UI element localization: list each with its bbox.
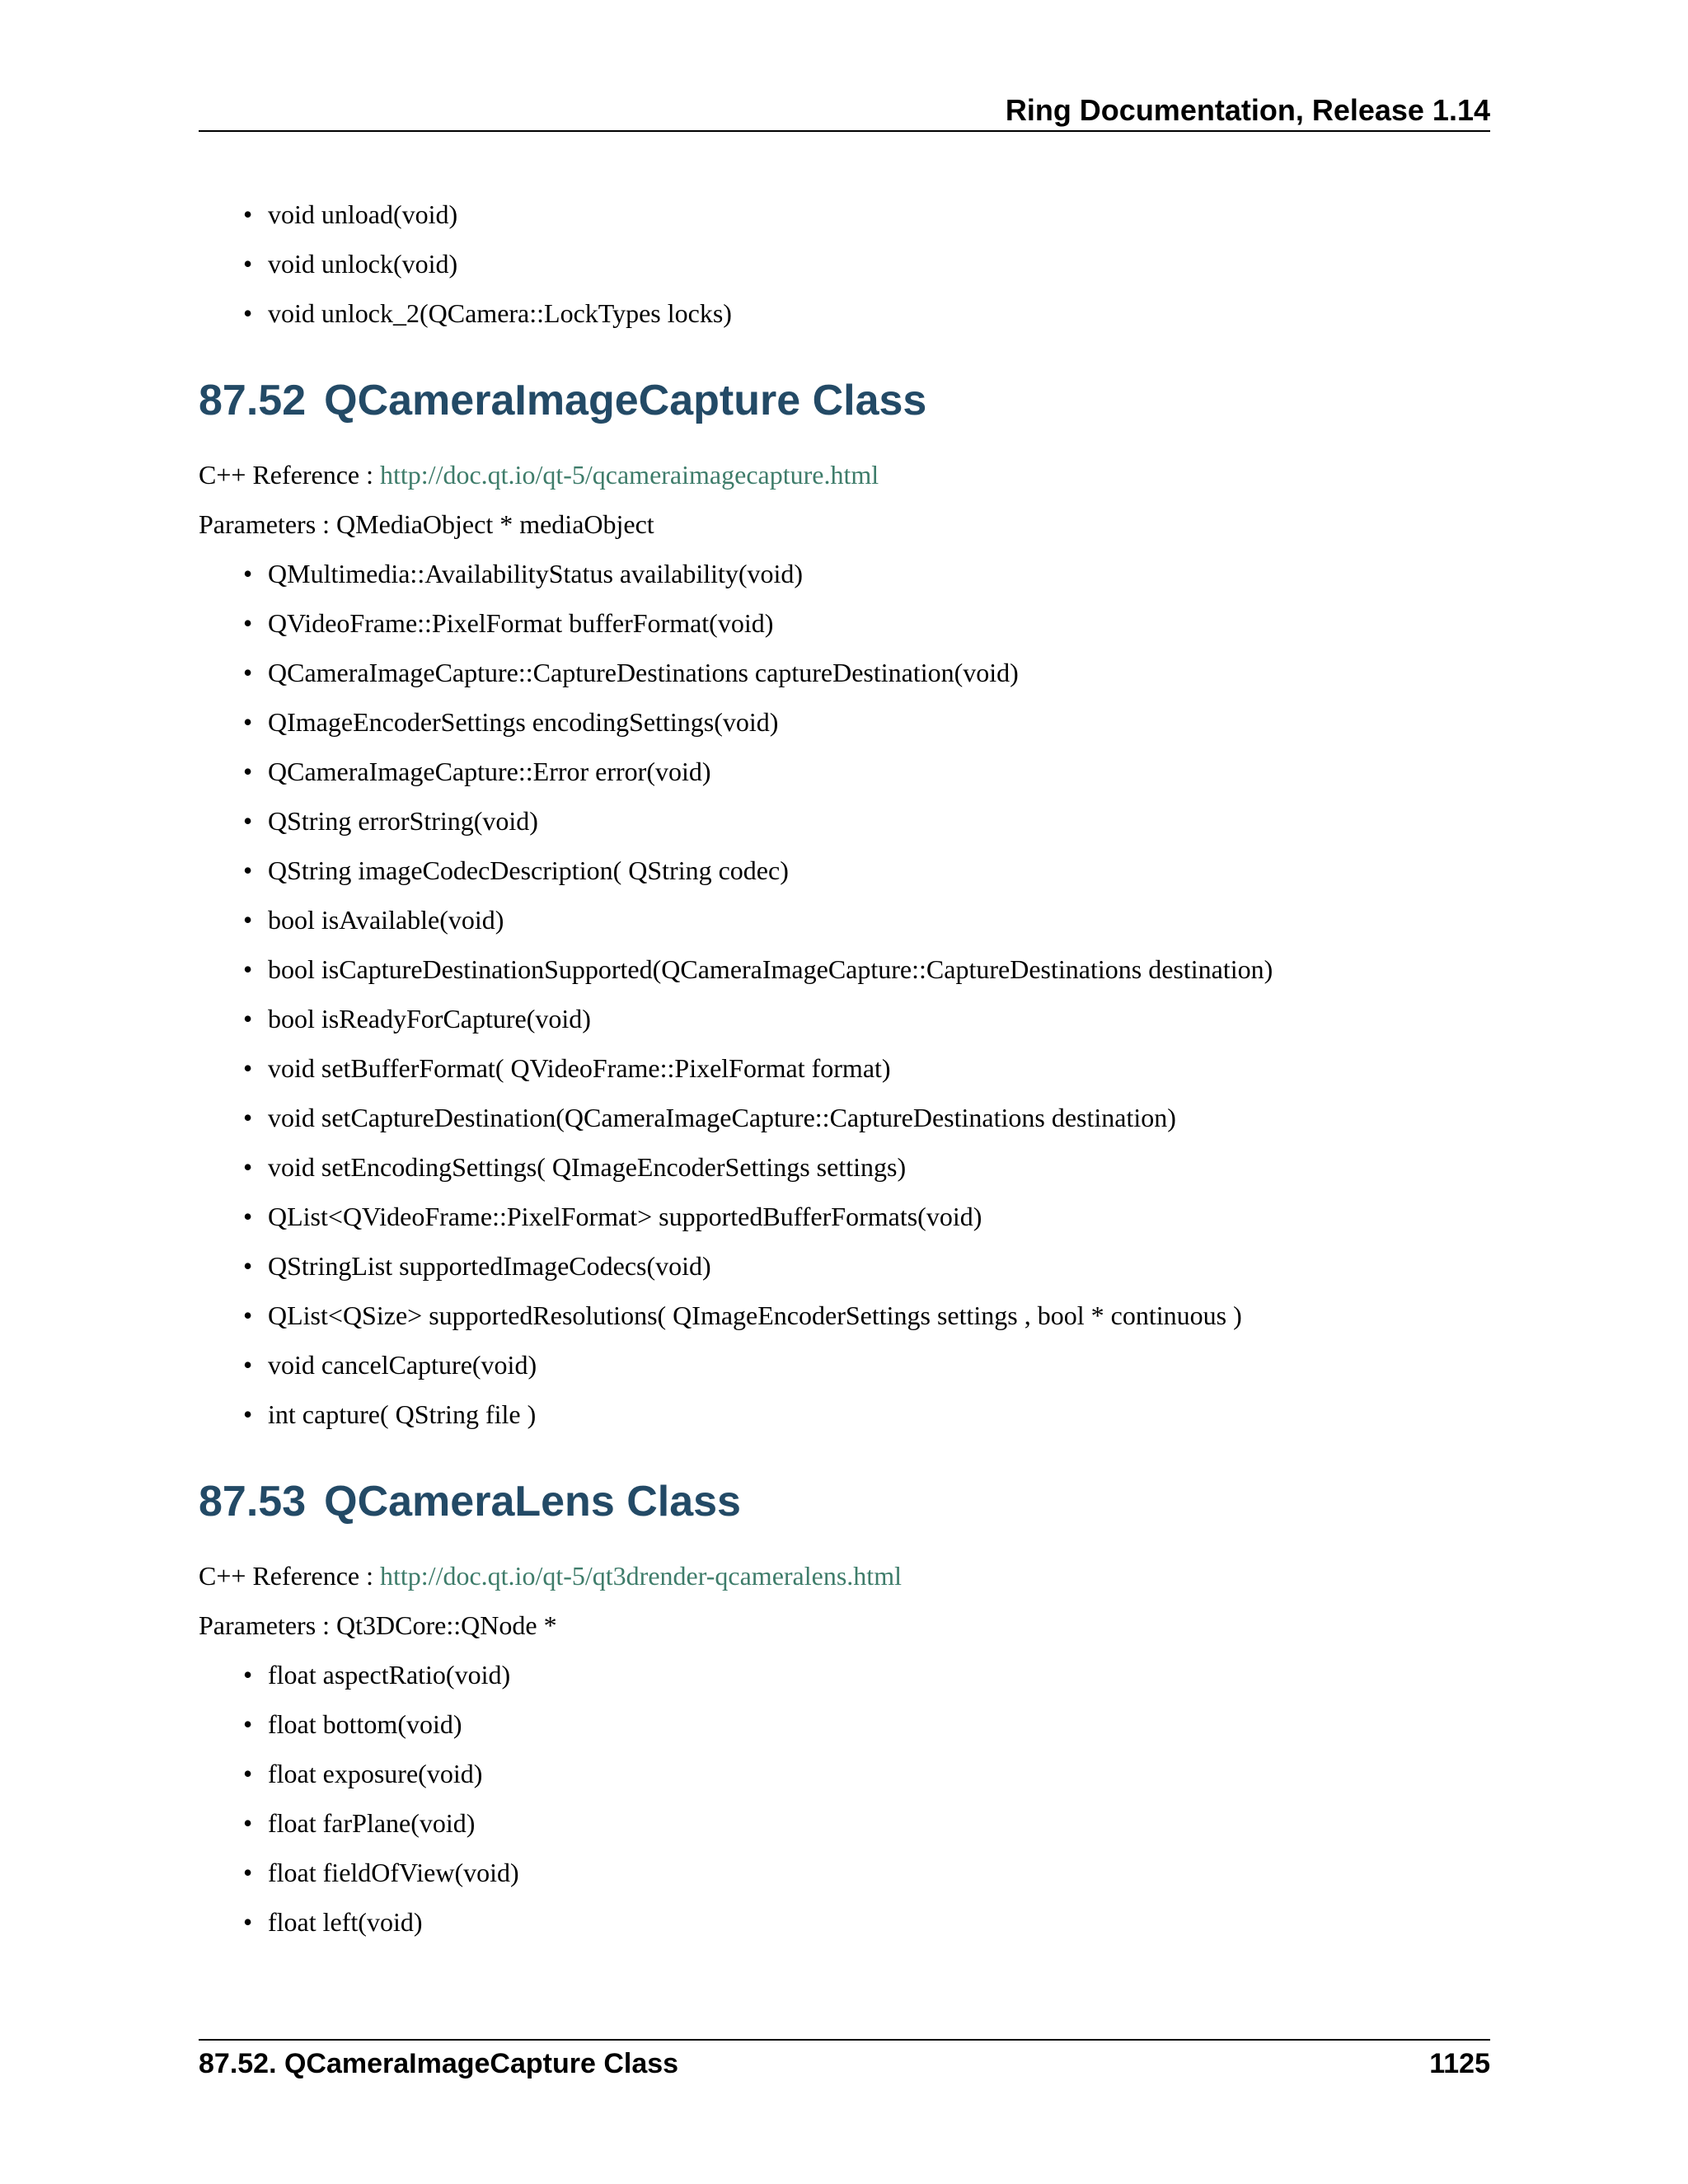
bullet-icon: • [243, 954, 253, 984]
cpp-reference: C++ Reference : http://doc.qt.io/qt-5/qt3drender-qcameralens.html [199, 1561, 902, 1591]
footer-rule [199, 2039, 1490, 2041]
list-item: • void unlock(void) [243, 249, 458, 279]
bullet-icon: • [243, 559, 253, 588]
list-item: • QMultimedia::AvailabilityStatus availability(void) [243, 559, 804, 588]
list-item: • bool isCaptureDestinationSupported(QCameraImageCapture::CaptureDestinations destination) [243, 954, 1273, 984]
footer-section-title: 87.52. QCameraImageCapture Class [199, 2048, 679, 2079]
bullet-icon: • [243, 1808, 253, 1838]
bullet-icon: • [243, 806, 253, 836]
method-list-qcameralens [199, 1658, 1490, 1938]
list-item: • void setBufferFormat( QVideoFrame::PixelFormat format) [243, 1053, 891, 1083]
bullet-icon: • [243, 1399, 253, 1429]
bullet-icon: • [243, 1202, 253, 1231]
section-heading-qcameralens [199, 1477, 1490, 1526]
list-item: • QString errorString(void) [243, 806, 538, 836]
bullet-icon: • [243, 1152, 253, 1182]
list-item: • QVideoFrame::PixelFormat bufferFormat(void) [243, 608, 774, 638]
bullet-icon: • [243, 1759, 253, 1788]
bullet-icon: • [243, 1907, 253, 1937]
list-item: • void setCaptureDestination(QCameraImageCapture::CaptureDestinations destination) [243, 1103, 1176, 1132]
bullet-icon: • [243, 608, 253, 638]
list-item: • float exposure(void) [243, 1759, 483, 1788]
parameters-line: Parameters : Qt3DCore::QNode * [199, 1610, 557, 1640]
parameters-line: Parameters : QMediaObject * mediaObject [199, 509, 654, 539]
method-list-qcameraimagecapture [199, 557, 1490, 1431]
list-item: • QCameraImageCapture::Error error(void) [243, 757, 711, 786]
list-item: • QCameraImageCapture::CaptureDestinations captureDestination(void) [243, 658, 1019, 687]
list-item: • int capture( QString file ) [243, 1399, 537, 1429]
list-item: • bool isReadyForCapture(void) [243, 1004, 591, 1033]
bullet-icon: • [243, 1103, 253, 1132]
reference-link[interactable]: http://doc.qt.io/qt-5/qt3drender-qcameralens.html [380, 1561, 902, 1591]
document-page [199, 0, 1490, 2184]
list-item: • float aspectRatio(void) [243, 1660, 511, 1690]
bullet-icon: • [243, 1350, 253, 1380]
list-item: • QString imageCodecDescription( QString codec) [243, 855, 789, 885]
bullet-icon: • [243, 1004, 253, 1033]
running-header: Ring Documentation, Release 1.14 [1005, 93, 1490, 127]
section-number: 87.53 [199, 1478, 307, 1526]
list-item: • QList<QSize> supportedResolutions( QImageEncoderSettings settings , bool * continuous ) [243, 1301, 1242, 1330]
bullet-icon: • [243, 249, 253, 279]
bullet-icon: • [243, 1251, 253, 1281]
bullet-icon: • [243, 757, 253, 786]
list-item: • QList<QVideoFrame::PixelFormat> supportedBufferFormats(void) [243, 1202, 982, 1231]
bullet-icon: • [243, 199, 253, 229]
bullet-icon: • [243, 1858, 253, 1887]
list-item: • float fieldOfView(void) [243, 1858, 519, 1887]
list-item: • QStringList supportedImageCodecs(void) [243, 1251, 711, 1281]
section-title: QCameraImageCapture Class [324, 377, 927, 424]
list-item: • float left(void) [243, 1907, 423, 1937]
list-item: • bool isAvailable(void) [243, 905, 504, 935]
bullet-icon: • [243, 1709, 253, 1739]
section-heading-qcameraimagecapture [199, 376, 1490, 425]
section-number: 87.52 [199, 377, 307, 424]
bullet-icon: • [243, 1053, 253, 1083]
list-item: • void cancelCapture(void) [243, 1350, 537, 1380]
list-item: • QImageEncoderSettings encodingSettings(void) [243, 707, 779, 737]
cpp-reference: C++ Reference : http://doc.qt.io/qt-5/qcameraimagecapture.html [199, 460, 879, 490]
bullet-icon: • [243, 707, 253, 737]
bullet-icon: • [243, 905, 253, 935]
bullet-icon: • [243, 855, 253, 885]
bullet-icon: • [243, 298, 253, 328]
page-number: 1125 [1429, 2048, 1490, 2079]
intro-method-list [199, 198, 1490, 330]
bullet-icon: • [243, 1660, 253, 1690]
list-item: • void unload(void) [243, 199, 458, 229]
list-item: • float farPlane(void) [243, 1808, 476, 1838]
list-item: • void unlock_2(QCamera::LockTypes locks) [243, 298, 732, 328]
reference-link[interactable]: http://doc.qt.io/qt-5/qcameraimagecapture.html [380, 460, 879, 490]
list-item: • float bottom(void) [243, 1709, 462, 1739]
page-content [199, 198, 1490, 1955]
bullet-icon: • [243, 658, 253, 687]
header-rule [199, 130, 1490, 132]
section-title: QCameraLens Class [324, 1478, 741, 1526]
bullet-icon: • [243, 1301, 253, 1330]
list-item: • void setEncodingSettings( QImageEncoderSettings settings) [243, 1152, 907, 1182]
